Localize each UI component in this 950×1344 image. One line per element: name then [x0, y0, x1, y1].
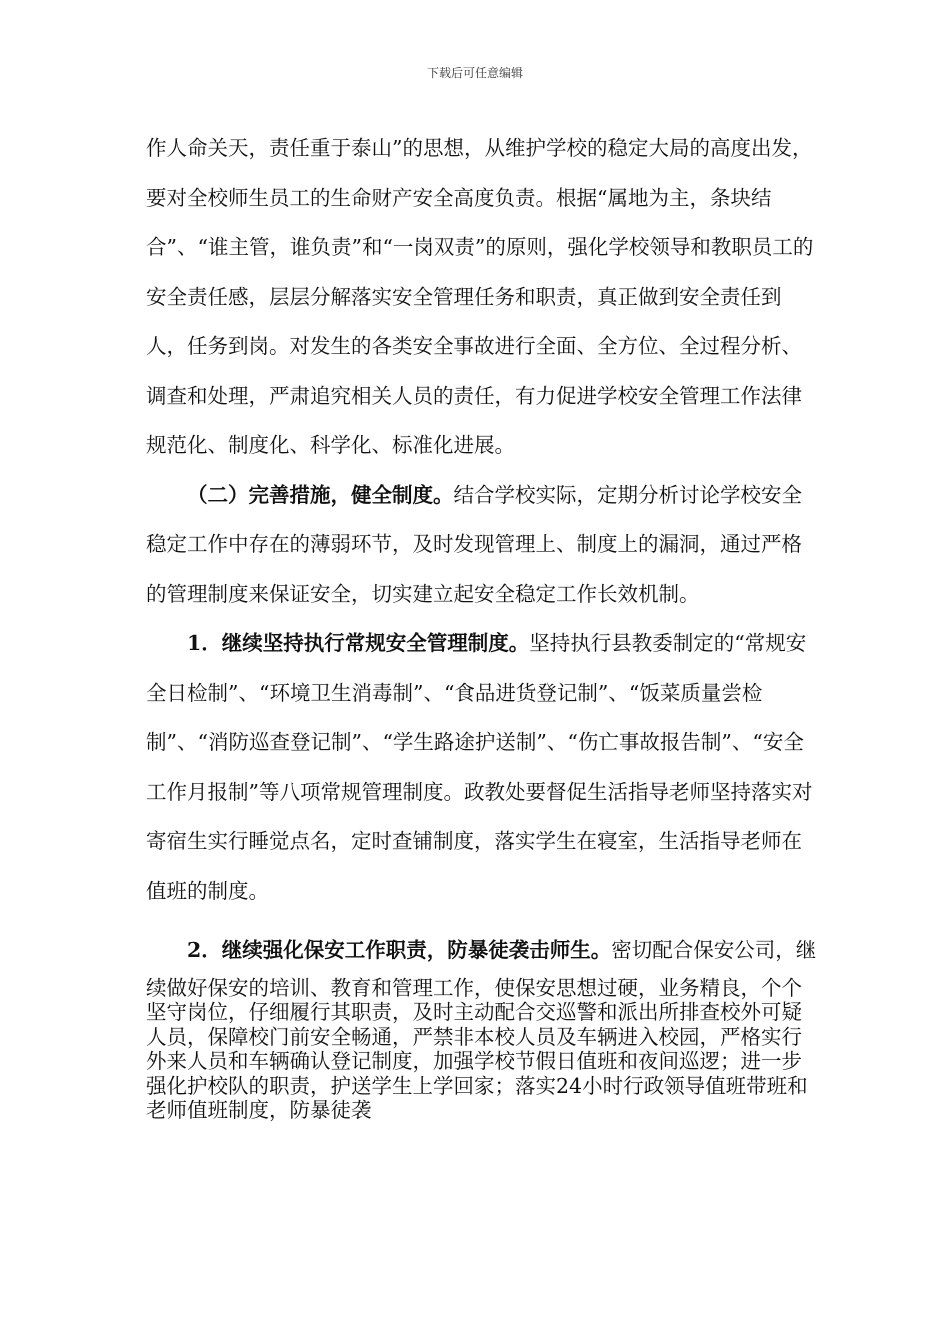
document-body: [146, 124, 818, 1123]
item-heading: 2．继续强化保安工作职责，防暴徒袭击师生。: [187, 938, 612, 962]
paragraph-body: 密切配合保安公司，继续做好保安的培训、教育和管理工作，使保安思想过硬，业务精良，个个坚守岗位，仔细履行其职责，及时主动配合交巡警和派出所排查校外可疑人员，保障校门前安全畅通，严禁非本校人员及车辆进入校园，严格实行外来人员和车辆确认登记制度，加强学校节假日值班和夜间巡逻；进一步强化护校队的职责，护送学生上学回家；落实24小时行政领导值班带班和老师值班制度，防暴徒袭: [146, 938, 817, 1122]
paragraph-item-1: [146, 619, 818, 916]
paragraph-body: 作人命关天，责任重于泰山”的思想，从维护学校的稳定大局的高度出发，要对全校师生员工的生命财产安全高度负责。根据“属地为主，条块结合”、“谁主管，谁负责”和“一岗双责”的原则，强化学校领导和教职员工的安全责任感，层层分解落实安全管理任务和职责，真正做到安全责任到人，任务到岗。对发生的各类安全事故进行全面、全方位、全过程分析、调查和处理，严肃追究相关人员的责任，有力促进学校安全管理工作法律规范化、制度化、科学化、标准化进展。: [146, 136, 814, 457]
section-heading: （二）完善措施，健全制度。: [187, 482, 454, 507]
paragraph-body: 坚持执行县教委制定的“常规安全日检制”、“环境卫生消毒制”、“食品进货登记制”、“饭菜质量尝检制”、“消防巡查登记制”、“学生路途护送制”、“伤亡事故报告制”、“安全工作月报制”等八项常规管理制度。政教处要督促生活指导老师坚持落实对寄宿生实行睡觉点名，定时查铺制度，落实学生在寝室，生活指导老师在值班的制度。: [146, 631, 813, 903]
paragraph-section-2: [146, 471, 818, 620]
page-header: 下载后可任意编辑: [426, 66, 523, 80]
paragraph-responsibility: [146, 124, 818, 471]
paragraph-item-2: [146, 926, 818, 1123]
paragraph-body: 结合学校实际，定期分析讨论学校安全稳定工作中存在的薄弱环节，及时发现管理上、制度上的漏洞，通过严格的管理制度来保证安全，切实建立起安全稳定工作长效机制。: [146, 482, 802, 606]
item-heading: 1．继续坚持执行常规安全管理制度。: [187, 631, 530, 655]
